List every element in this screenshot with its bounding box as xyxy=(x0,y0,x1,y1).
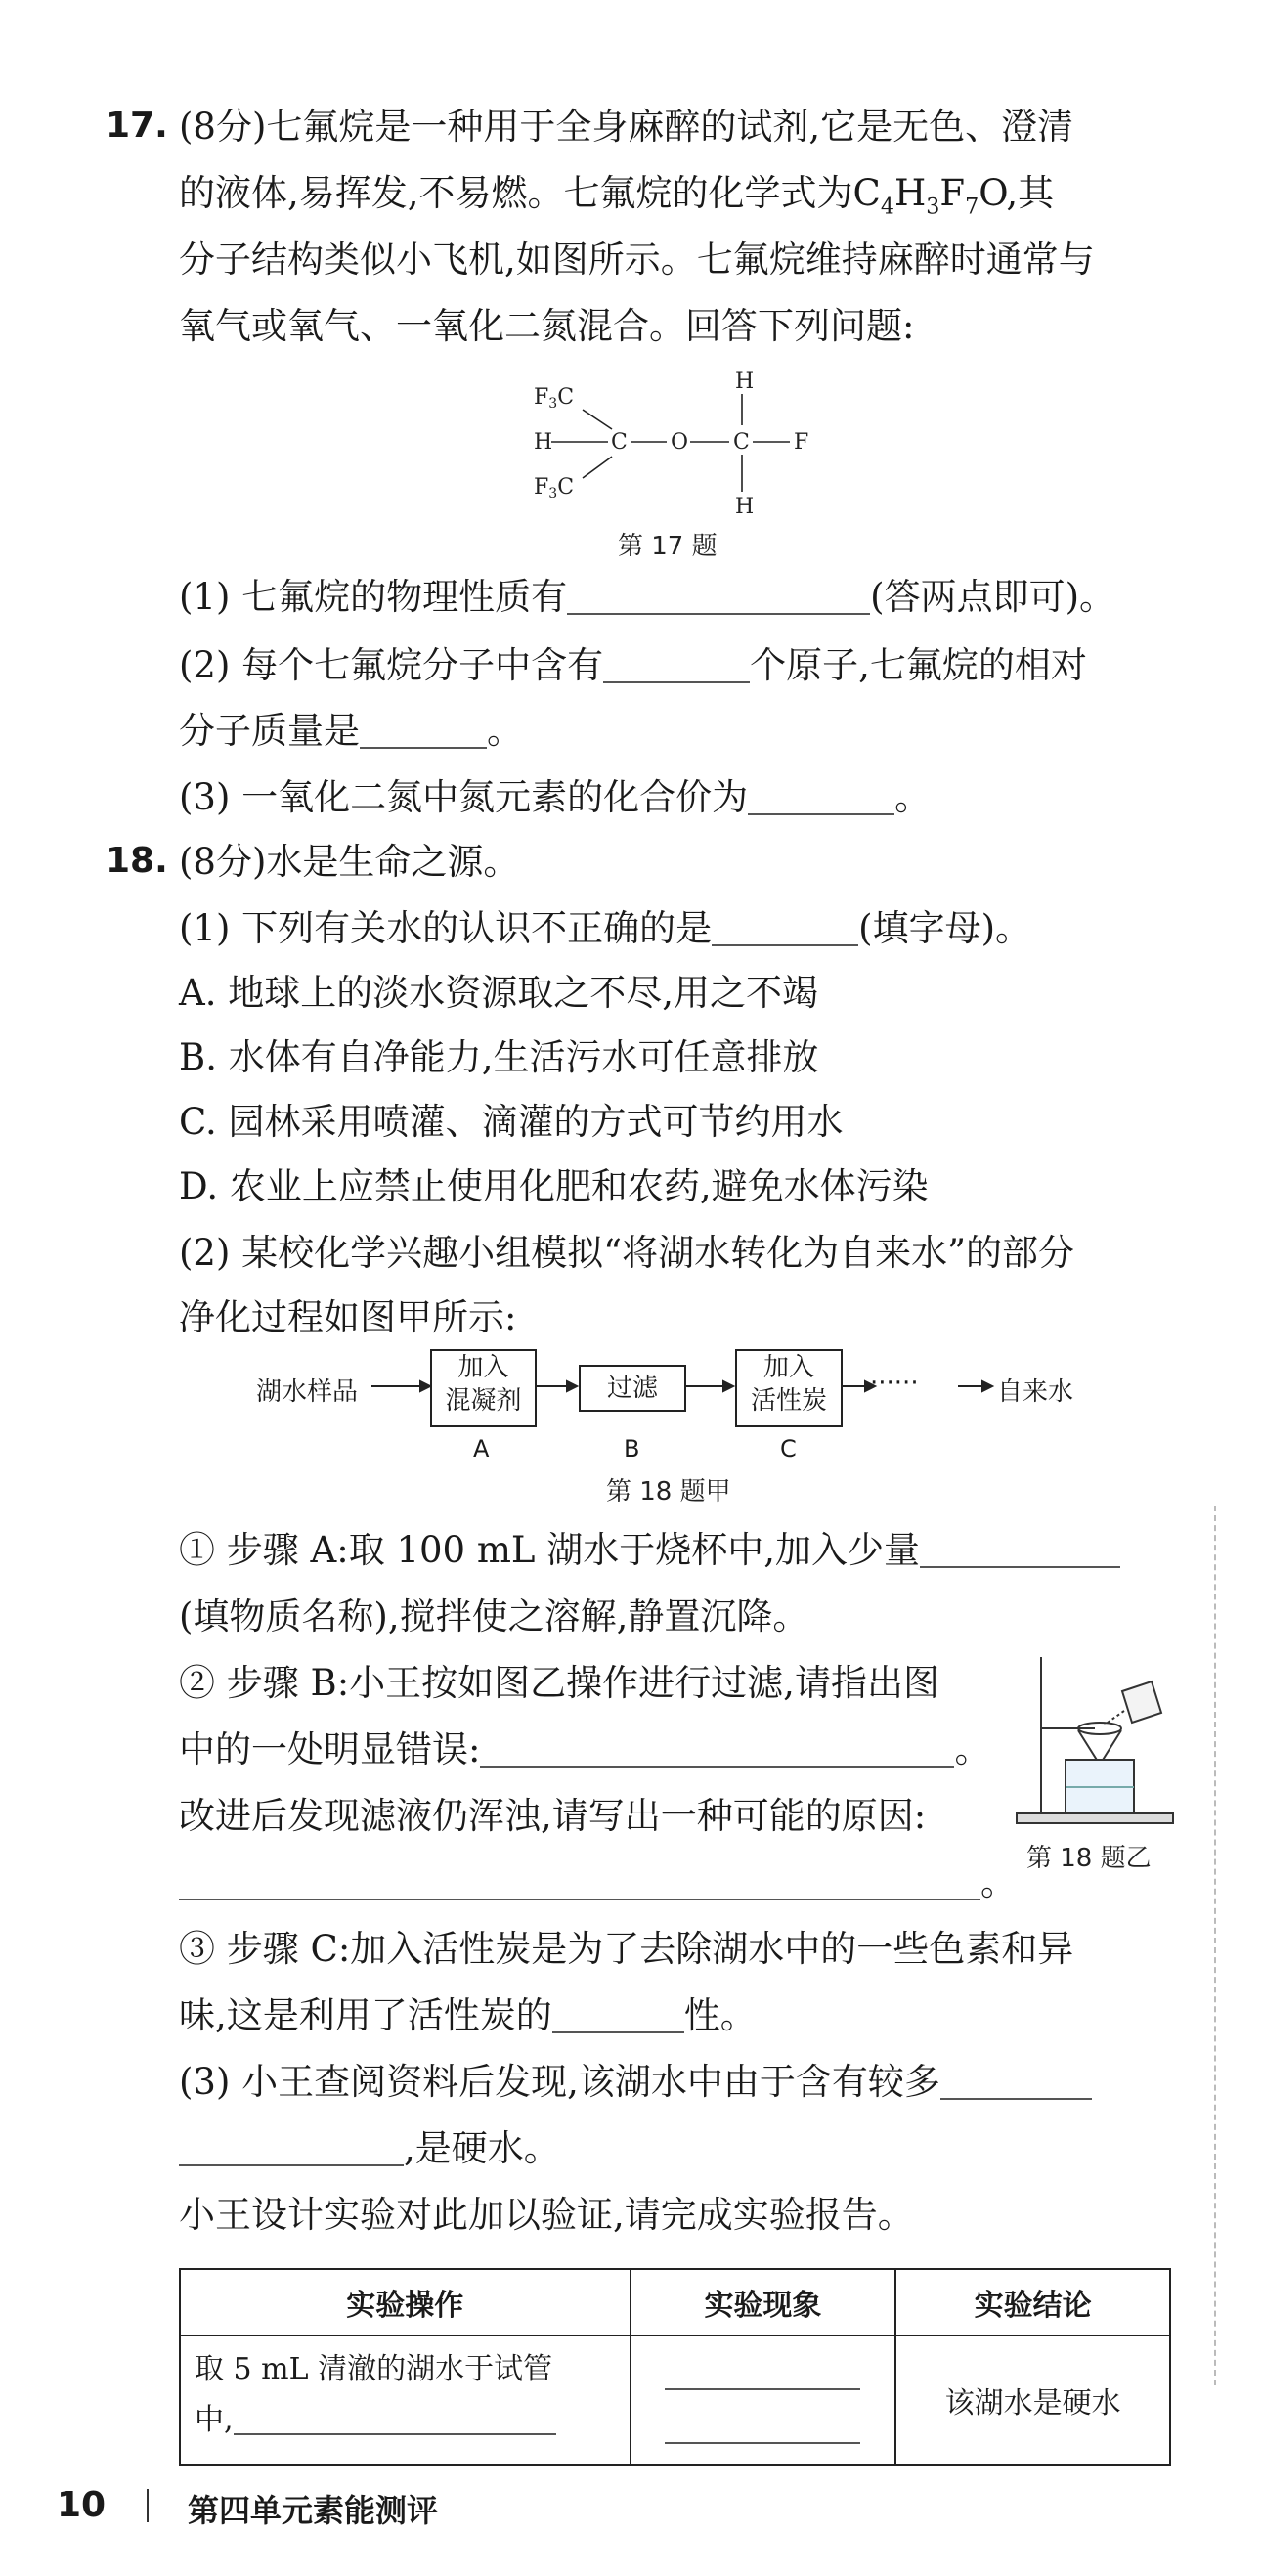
filtration-apparatus-figure xyxy=(1007,1652,1183,1828)
q18-part2-line1: (2) 某校化学兴趣小组模拟“将湖水转化为自来水”的部分 xyxy=(179,1232,1075,1274)
q18-step2-reason: 。 xyxy=(179,1857,1017,1908)
mol-h-left: H xyxy=(534,430,553,455)
flow-dots: ······ xyxy=(870,1369,919,1398)
flow-end: 自来水 xyxy=(997,1377,1074,1407)
q17-figure-caption: 第 17 题 xyxy=(618,532,718,561)
q18-part2-line2: 净化过程如图甲所示: xyxy=(179,1296,517,1338)
q17-part3: (3) 一氧化二氮中氮元素的化合价为 。 xyxy=(179,776,932,818)
mol-o: O xyxy=(671,430,689,455)
mol-h-bottom: H xyxy=(735,495,755,519)
q18-part3-ion-blank-1[interactable] xyxy=(940,2059,1092,2100)
q17-part3-valence-blank[interactable] xyxy=(748,774,894,815)
q17-part2-atoms-blank[interactable] xyxy=(603,642,750,683)
q18-step1: ① 步骤 A:取 100 mL 湖水于烧杯中,加入少量 xyxy=(179,1525,1120,1576)
table-cell-operation: 取 5 mL 清澈的湖水于试管 中, xyxy=(180,2336,631,2465)
q18-part3-b: ,是硬水。 xyxy=(179,2123,560,2174)
table-cell-conclusion: 该湖水是硬水 xyxy=(895,2336,1170,2465)
q18-option-d: D. 农业上应禁止使用化肥和农药,避免水体污染 xyxy=(179,1165,929,1207)
q17-line2-text: 的液体,易挥发,不易燃。七氟烷的化学式为 xyxy=(179,172,853,214)
flow-box-a: 加入 混凝剂 xyxy=(430,1349,537,1427)
footer-page-number: 10 xyxy=(57,2485,107,2525)
table-phenomenon-blank-2[interactable] xyxy=(665,2428,860,2444)
q17-part2: (2) 每个七氟烷分子中含有 个原子,七氟烷的相对 xyxy=(179,644,1087,686)
figure-yi-caption: 第 18 题乙 xyxy=(1026,1844,1152,1873)
q18-step2-error-blank[interactable] xyxy=(480,1726,954,1768)
experiment-report-table xyxy=(179,2268,1171,2466)
q18-option-b: B. 水体有自净能力,生活污水可任意排放 xyxy=(179,1036,819,1078)
q17-part2-cont: 分子质量是 。 xyxy=(179,710,523,752)
q17-formula: $C_4H_3F_7O$ xyxy=(852,172,1007,220)
question-17-number: 17. xyxy=(106,106,168,146)
q18-option-a: A. 地球上的淡水资源取之不尽,用之不竭 xyxy=(179,972,819,1014)
q18-step3-a: ③ 步骤 C:加入活性炭是为了去除湖水中的一些色素和异 xyxy=(179,1928,1074,1970)
q18-step2-a: ② 步骤 B:小王按如图乙操作进行过滤,请指出图 xyxy=(179,1662,939,1704)
margin-dashed-line xyxy=(1214,1506,1216,2385)
q18-step1-substance-blank[interactable] xyxy=(920,1527,1120,1568)
q18-step2-d: 改进后发现滤液仍浑浊,请写出一种可能的原因: xyxy=(179,1795,927,1837)
footer-divider xyxy=(147,2489,149,2522)
question-18-number: 18. xyxy=(106,841,168,881)
mol-f-right: F xyxy=(794,430,809,455)
table-header-phenomenon: 实验现象 xyxy=(631,2269,896,2336)
q18-step2-reason-blank[interactable] xyxy=(179,1859,980,1900)
mol-f3c-bottom: F3C xyxy=(534,475,575,502)
q17-part2-mass-blank[interactable] xyxy=(360,708,487,749)
q18-part3-c: 小王设计实验对此加以验证,请完成实验报告。 xyxy=(179,2194,914,2236)
mol-c-right: C xyxy=(733,430,750,455)
flow-start: 湖水样品 xyxy=(256,1377,359,1407)
q18-step3-b: 味,这是利用了活性炭的 性。 xyxy=(179,1994,757,2036)
mol-h-top: H xyxy=(735,370,755,394)
q18-step3-property-blank[interactable] xyxy=(552,1992,684,2033)
footer-title: 第四单元素能测评 xyxy=(188,2492,439,2529)
q18-step2-b: 中的一处明显错误: 。 xyxy=(179,1728,991,1770)
q18-step1-cont: (填物质名称),搅拌使之溶解,静置沉降。 xyxy=(179,1595,809,1637)
q18-part1: (1) 下列有关水的认识不正确的是 (填字母)。 xyxy=(179,907,1032,949)
q17-part1-answer-blank[interactable] xyxy=(567,574,870,615)
flow-label-c: C xyxy=(780,1435,797,1463)
q17-line1: (8分)七氟烷是一种用于全身麻醉的试剂,它是无色、澄清 xyxy=(179,106,1074,148)
q17-line4: 氧气或氧气、一氧化二氮混合。回答下列问题: xyxy=(179,305,915,347)
q18-intro: (8分)水是生命之源。 xyxy=(179,841,520,883)
flow-label-b: B xyxy=(624,1435,640,1463)
mol-f3c-top: F3C xyxy=(534,385,575,412)
q17-line2 xyxy=(179,168,1054,232)
q18-part3-a: (3) 小王查阅资料后发现,该湖水中由于含有较多 xyxy=(179,2057,1092,2108)
mol-c-left: C xyxy=(611,430,628,455)
table-operation-blank[interactable] xyxy=(234,2400,556,2435)
q17-molecule-diagram xyxy=(518,367,831,523)
table-header-conclusion: 实验结论 xyxy=(895,2269,1170,2336)
table-header-operation: 实验操作 xyxy=(180,2269,631,2336)
table-cell-phenomenon xyxy=(631,2336,896,2465)
q17-part1: (1) 七氟烷的物理性质有 (答两点即可)。 xyxy=(179,576,1116,618)
q17-line2-end: ,其 xyxy=(1006,172,1055,214)
q17-line3: 分子结构类似小飞机,如图所示。七氟烷维持麻醉时通常与 xyxy=(179,239,1095,281)
flow-caption: 第 18 题甲 xyxy=(606,1477,731,1506)
flow-box-b: 过滤 xyxy=(579,1365,686,1412)
flow-label-a: A xyxy=(473,1435,490,1463)
table-phenomenon-blank-1[interactable] xyxy=(665,2355,860,2390)
q18-part1-answer-blank[interactable] xyxy=(712,905,858,946)
q18-part3-ion-blank-2[interactable] xyxy=(179,2125,404,2166)
q18-option-c: C. 园林采用喷灌、滴灌的方式可节约用水 xyxy=(179,1101,844,1143)
flow-box-c: 加入 活性炭 xyxy=(735,1349,843,1427)
